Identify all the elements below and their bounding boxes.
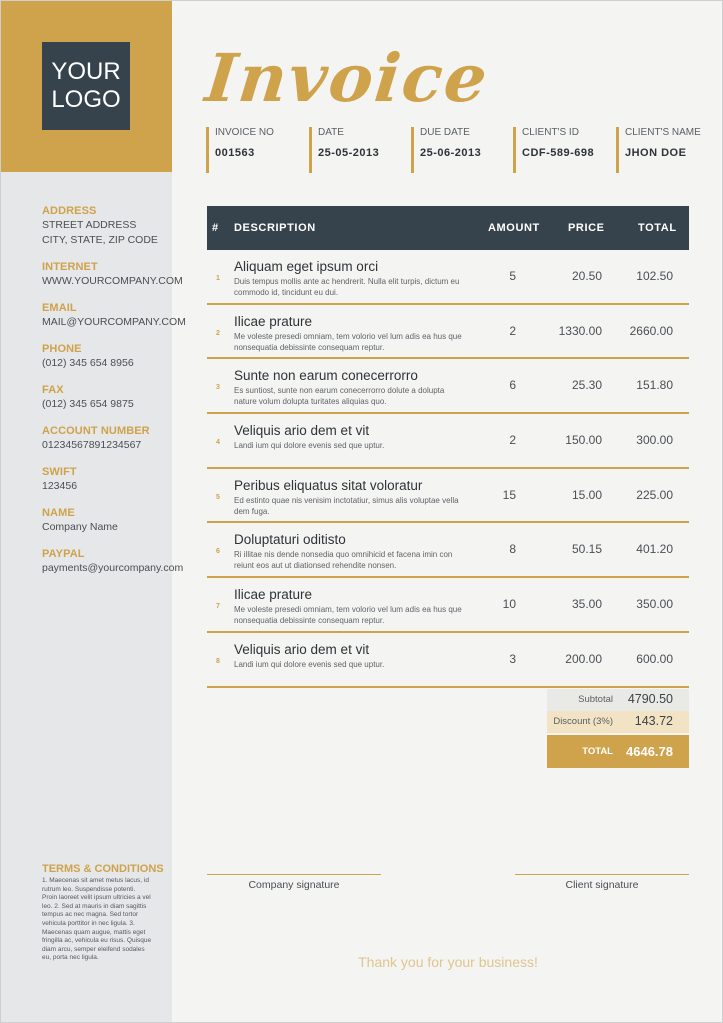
contact-group — [42, 507, 167, 535]
row-total: 102.50 — [636, 269, 673, 283]
table-row — [207, 305, 689, 360]
logo-text — [46, 58, 126, 114]
meta-label: INVOICE NO — [215, 127, 274, 138]
contact-value: WWW.YOURCOMPANY.COM — [42, 275, 183, 287]
row-description — [234, 258, 469, 298]
thank-you-note: Thank you for your business! — [358, 954, 538, 970]
row-price: 1330.00 — [558, 323, 602, 338]
item-subtitle: Landi ium qui dolore evenis sed que uptur. — [234, 441, 385, 451]
meta-due-date — [411, 127, 481, 173]
row-number: 6 — [216, 548, 220, 556]
header-total: TOTAL — [638, 222, 677, 234]
meta-label: DUE DATE — [420, 127, 470, 138]
company-signature-line — [207, 874, 381, 891]
meta-value: 001563 — [215, 147, 255, 159]
row-total: 350.00 — [636, 597, 673, 612]
item-subtitle: Landi ium qui dolore evenis sed que uptur. — [234, 659, 385, 669]
row-total: 300.00 — [636, 433, 673, 448]
contact-label: SWIFT — [42, 466, 77, 478]
contact-value: (012) 345 654 8956 — [42, 357, 134, 369]
meta-label: CLIENT'S NAME — [625, 127, 701, 138]
contact-value: Company Name — [42, 521, 118, 533]
total-value: 4646.78 — [626, 744, 673, 759]
meta-value: CDF-589-698 — [522, 147, 595, 159]
contact-group — [42, 384, 167, 412]
item-title: Sunte non earum conecerrorro — [234, 368, 418, 384]
row-description — [234, 586, 469, 626]
contact-group — [42, 205, 167, 248]
items-table-header — [207, 206, 689, 250]
contact-value: (012) 345 654 9875 — [42, 398, 134, 410]
table-row — [207, 523, 689, 578]
row-price: 200.00 — [565, 651, 602, 666]
invoice-title: Invoice — [201, 39, 493, 117]
item-title: Aliquam eget ipsum orci — [234, 259, 379, 274]
meta-date — [309, 127, 379, 173]
item-title: Veliquis ario dem et vit — [234, 423, 370, 439]
item-subtitle: Ri illitae nis dende nonsedia quo omnihicid et facena imin con reiunt eos aut ut diationsed rehendite nonsen. — [234, 550, 453, 571]
contact-value: payments@yourcompany.com — [42, 562, 184, 574]
contact-label: PAYPAL — [42, 548, 85, 560]
row-total: 600.00 — [636, 651, 673, 666]
row-number: 3 — [216, 384, 220, 392]
row-amount: 2 — [509, 323, 516, 338]
subtotal-label: Subtotal — [578, 694, 613, 705]
contact-label: EMAIL — [42, 302, 77, 314]
client-signature-line — [515, 874, 689, 891]
contact-label: INTERNET — [42, 261, 98, 273]
row-total: 2660.00 — [629, 323, 673, 338]
item-subtitle: Ed estinto quae nis venisim inctotatiur, simus alis voluptae vella dem fuga. — [234, 495, 459, 516]
items-table-body — [207, 250, 689, 688]
contact-label: ACCOUNT NUMBER — [42, 425, 150, 437]
company-signature-label: Company signature — [248, 879, 340, 891]
contact-group — [42, 548, 184, 576]
row-number: 1 — [216, 275, 220, 282]
row-amount: 2 — [509, 433, 516, 448]
sidebar-header — [0, 0, 172, 172]
item-title: Peribus eliquatus sitat voloratur — [234, 477, 423, 493]
table-row — [207, 250, 689, 305]
table-row — [207, 469, 689, 524]
logo-line-1: YOUR — [51, 58, 121, 85]
header-description: DESCRIPTION — [234, 222, 316, 234]
terms-text: 1. Maecenas sit amet metus lacus, id rutrum leo. Suspendisse potenti. Proin laoreet velit ipsum ultricies a vel leo. 2. Sed at mauris in diam sagittis tempus ac nec magna. Sed tortor vehicula porttitor in nec ligula. 3. Maecenas quam augue, mattis eget fringilla ac, vehicula eu risus. Quisque diam arcu, semper eleifend sodales eu, porta nec ligula. — [42, 877, 152, 962]
row-description — [234, 313, 469, 353]
row-price: 25.30 — [571, 378, 602, 393]
row-price: 50.15 — [571, 542, 602, 557]
subtotal-row — [547, 689, 689, 711]
item-title: Ilicae prature — [234, 587, 313, 603]
header-num: # — [212, 222, 219, 234]
table-row — [207, 578, 689, 633]
contact-label: PHONE — [42, 343, 82, 355]
row-amount: 15 — [502, 487, 516, 502]
contact-group — [42, 466, 167, 494]
contact-label: ADDRESS — [42, 205, 97, 217]
header-amount: AMOUNT — [488, 222, 540, 234]
sidebar — [0, 0, 186, 1023]
row-number: 8 — [216, 657, 220, 665]
item-subtitle: Es suntiost, sunte non earum conecerrorro dolute a dolupta nature volum dolupta turitates aliquias quo. — [234, 386, 445, 407]
contact-value: 123456 — [42, 480, 78, 492]
row-total: 225.00 — [636, 487, 673, 502]
meta-client-id — [513, 127, 594, 173]
item-title: Ilicae prature — [234, 313, 313, 329]
discount-row — [547, 711, 689, 733]
meta-invoice-no — [206, 127, 274, 173]
discount-label: Discount (3%) — [553, 716, 613, 727]
total-row — [547, 735, 689, 768]
row-description — [234, 367, 469, 407]
item-title: Veliquis ario dem et vit — [234, 641, 370, 657]
row-description — [234, 641, 469, 670]
terms-title: TERMS & CONDITIONS — [42, 863, 164, 875]
contact-group — [42, 261, 183, 289]
row-amount: 3 — [509, 651, 516, 666]
contact-group — [42, 425, 167, 453]
row-description — [234, 422, 469, 451]
meta-client-name — [616, 127, 701, 173]
row-number: 5 — [216, 493, 220, 501]
row-price: 35.00 — [571, 597, 602, 612]
contact-info — [42, 205, 186, 589]
row-amount: 5 — [509, 269, 516, 283]
row-amount: 10 — [502, 597, 516, 612]
row-total: 151.80 — [636, 378, 673, 393]
contact-value: STREET ADDRESS — [42, 219, 137, 231]
table-row — [207, 633, 689, 688]
contact-label: NAME — [42, 507, 75, 519]
item-subtitle: Me voleste presedi omniam, tem volorio vel lum adis ea hus que nonsequatia debissinte consequam reptur. — [234, 331, 462, 352]
contact-value: MAIL@YOURCOMPANY.COM — [42, 316, 186, 328]
meta-label: DATE — [318, 127, 344, 138]
row-description — [234, 477, 469, 517]
row-amount: 6 — [509, 378, 516, 393]
item-subtitle: Duis tempus mollis ante ac hendrerit. Nulla elit turpis, dictum eu commodo id, tincidunt eu dui. — [234, 277, 460, 297]
table-row — [207, 414, 689, 469]
contact-group — [42, 343, 167, 371]
row-price: 20.50 — [571, 269, 602, 283]
table-row — [207, 359, 689, 414]
row-price: 15.00 — [571, 487, 602, 502]
terms-and-conditions — [42, 862, 164, 963]
client-signature-label: Client signature — [565, 879, 639, 891]
meta-label: CLIENT'S ID — [522, 127, 579, 138]
header-price: PRICE — [568, 222, 605, 234]
row-price: 150.00 — [565, 433, 602, 448]
item-title: Doluptaturi oditisto — [234, 532, 346, 548]
company-logo — [42, 42, 130, 130]
row-number: 7 — [216, 603, 220, 611]
invoice-meta — [206, 127, 701, 173]
contact-group — [42, 302, 186, 330]
item-subtitle: Me voleste presedi omniam, tem volorio vel lum adis ea hus que nonsequatia debissinte consequam reptur. — [234, 605, 462, 626]
meta-value: 25-05-2013 — [318, 147, 380, 159]
total-label: TOTAL — [582, 746, 613, 757]
discount-value: 143.72 — [634, 714, 673, 728]
contact-value: 0123456789123456​7 — [42, 439, 142, 451]
row-description — [234, 531, 469, 571]
row-number: 2 — [216, 329, 220, 337]
meta-value: 25-06-2013 — [420, 147, 482, 159]
subtotal-value: 4790.50 — [627, 692, 673, 706]
row-number: 4 — [216, 439, 220, 447]
row-amount: 8 — [509, 542, 516, 557]
invoice-summary — [547, 689, 689, 768]
logo-line-2: LOGO — [51, 86, 121, 113]
contact-label: FAX — [42, 384, 64, 396]
meta-value: JHON DOE — [625, 147, 687, 159]
row-total: 401.20 — [636, 542, 673, 557]
contact-value: CITY, STATE, ZIP CODE — [42, 234, 158, 246]
